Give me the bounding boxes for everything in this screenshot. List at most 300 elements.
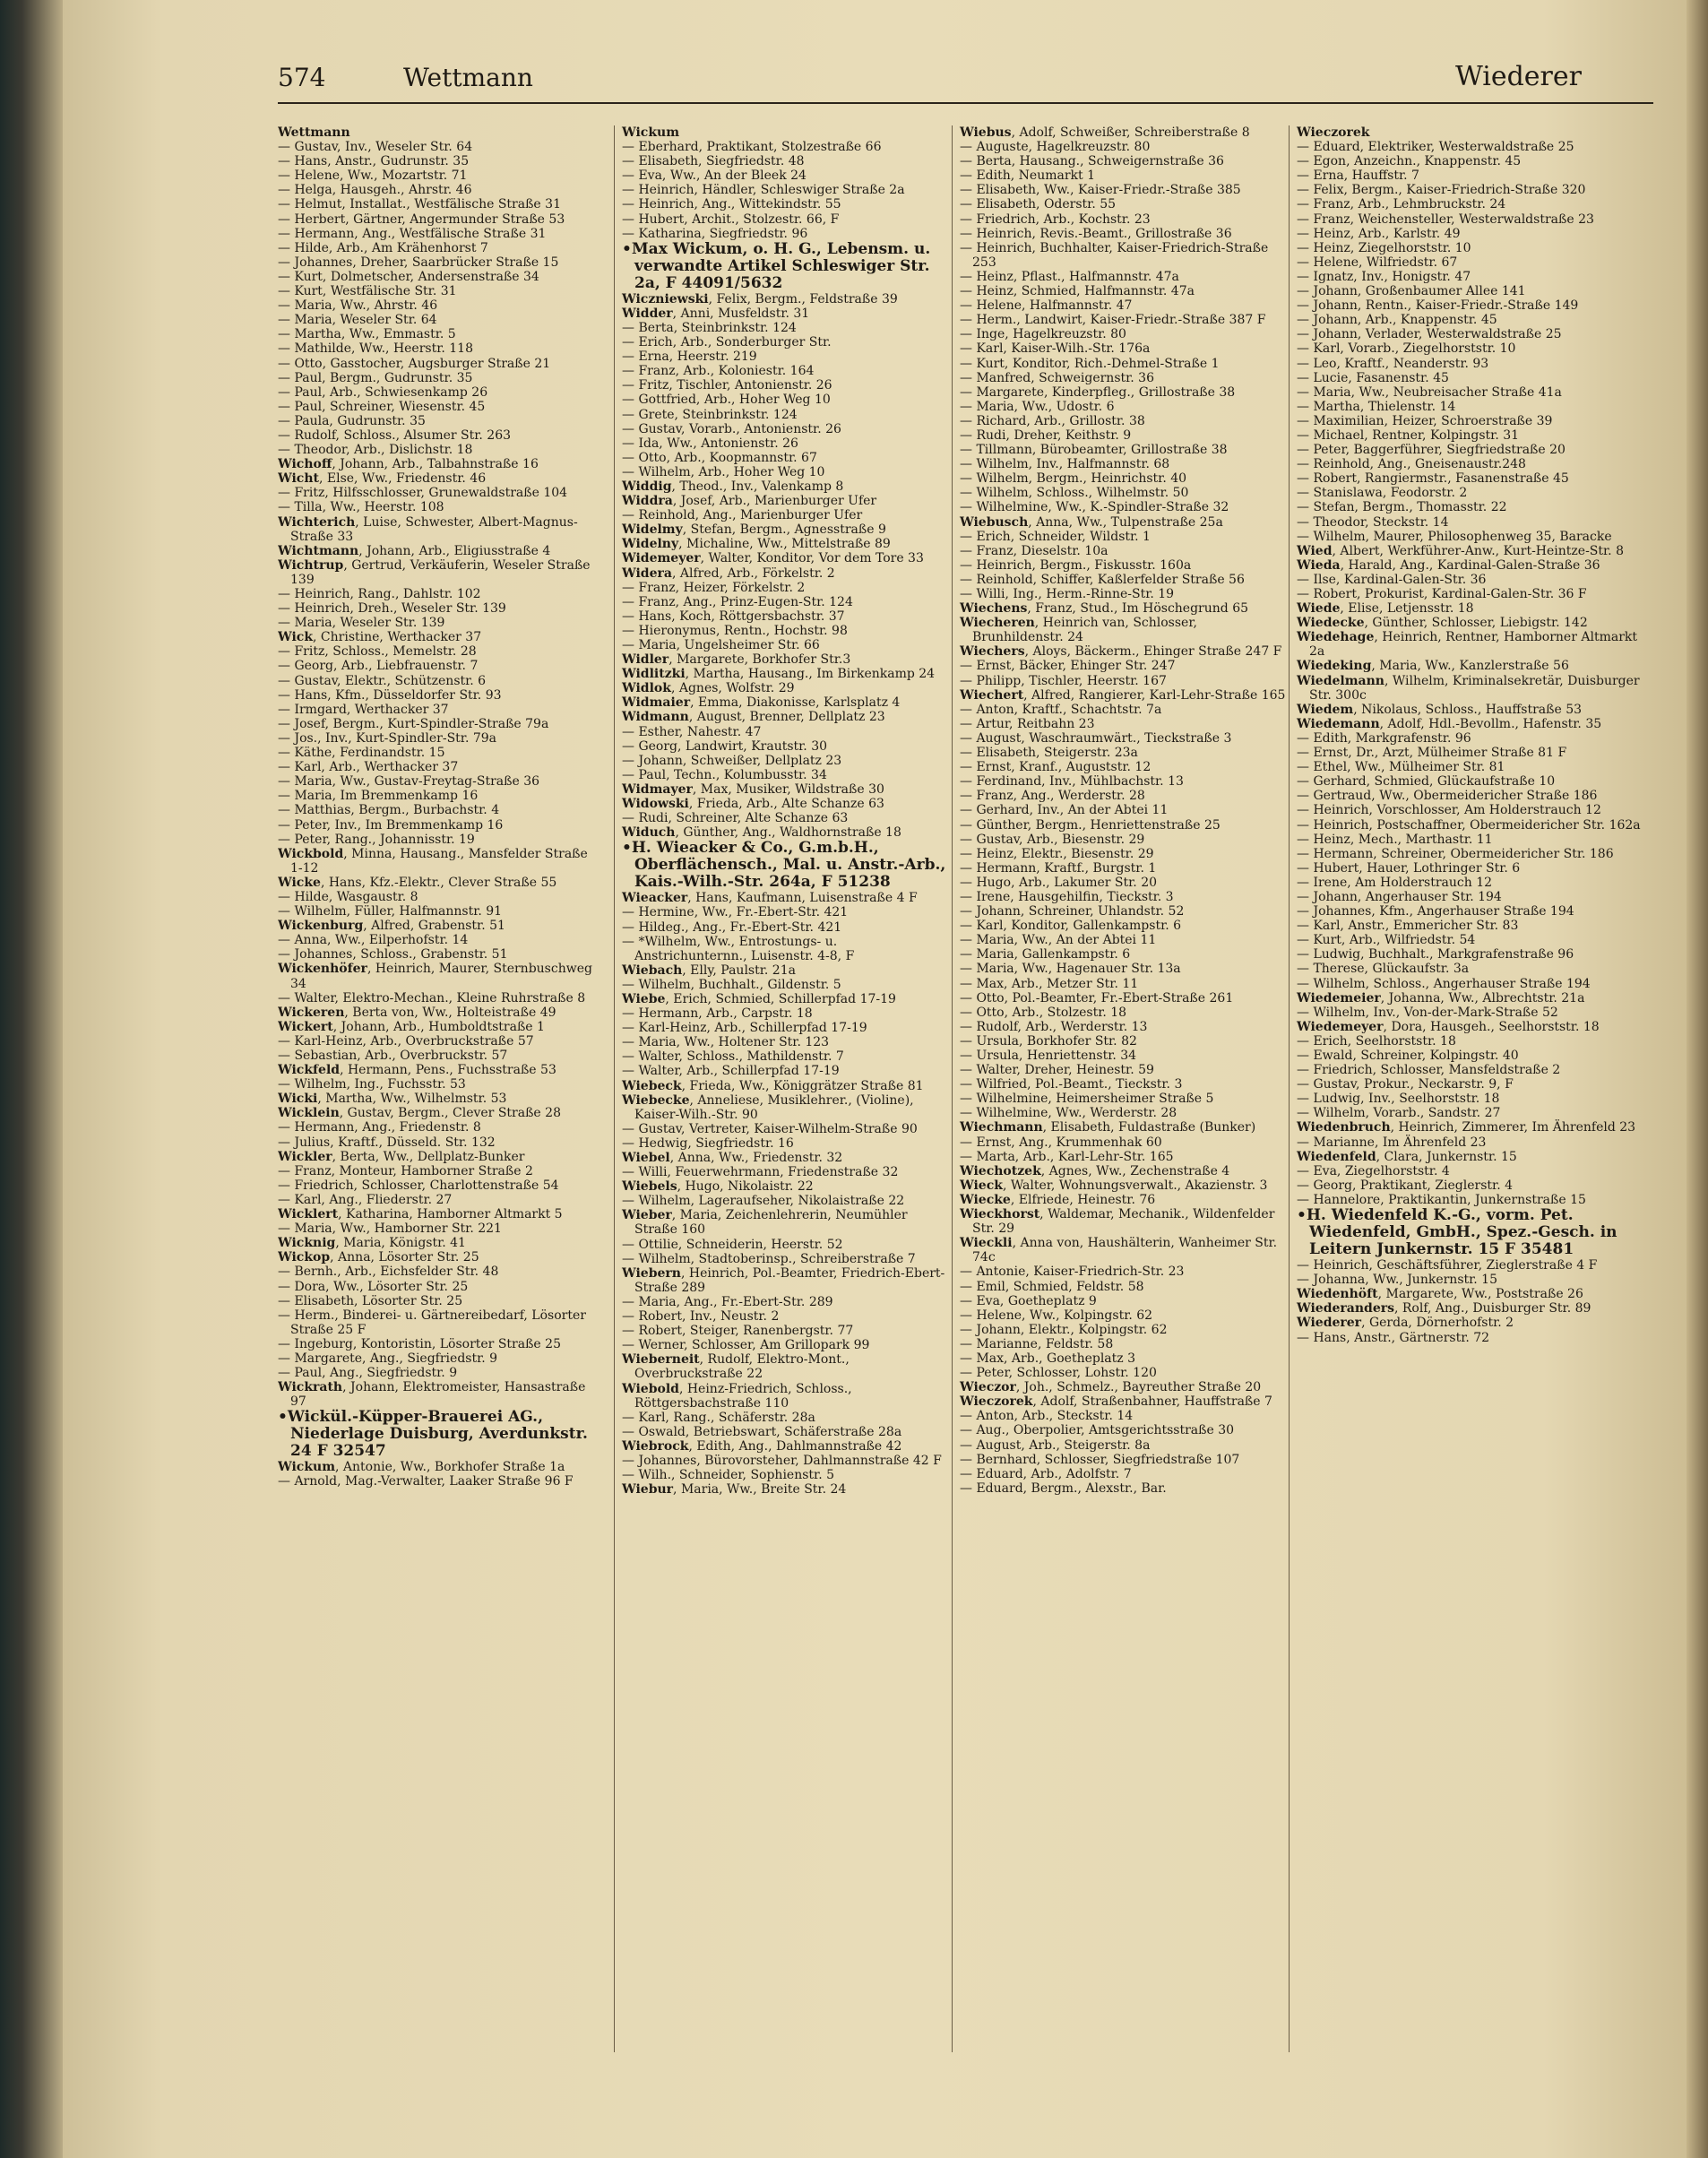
directory-entry: Wieacker, Hans, Kaufmann, Luisenstraße 4 F [622,891,918,906]
directory-entry: — Eva, Ziegelhorststr. 4 [1297,1163,1450,1178]
directory-entry: Wiedenbruch, Heinrich, Zimmerer, Im Ährenfeld 23 [1297,1120,1636,1135]
directory-entry: — Franz, Arb., Koloniestr. 164 [622,364,815,379]
directory-entry: — Elisabeth, Lösorter Str. 25 [278,1293,463,1308]
directory-entry: — Karl, Anstr., Emmericher Str. 83 [1297,919,1519,934]
page-right-edge [1686,0,1708,2158]
directory-entry: Wieczorek [1297,125,1370,140]
directory-entry: — Wilhelmine, Heimersheimer Straße 5 [960,1092,1214,1107]
directory-entry: — Maria, Ww., Hagenauer Str. 13a [960,962,1181,977]
directory-entry: — Hermann, Ang., Friedenstr. 8 [278,1120,481,1135]
directory-entry: — Gerhard, Inv., An der Abtei 11 [960,803,1169,818]
directory-entry: — Hildeg., Ang., Fr.-Ebert-Str. 421 [622,919,842,935]
directory-entry: — Margarete, Ang., Siegfriedstr. 9 [278,1351,498,1366]
directory-entry: — Ernst, Ang., Krummenhak 60 [960,1135,1162,1150]
directory-entry: Wiebeck, Frieda, Ww., Königgrätzer Straße 81 [622,1078,924,1093]
directory-entry: — Anna, Ww., Eilperhofstr. 14 [278,933,469,948]
directory-entry: Wichoff, Johann, Arb., Talbahnstraße 16 [278,457,539,472]
directory-entry: — Johann, Angerhauser Str. 194 [1297,889,1502,904]
directory-entry: — Oswald, Betriebswart, Schäferstraße 28a [622,1424,902,1439]
directory-entry: Widemeyer, Walter, Konditor, Vor dem Tore 33 [622,551,924,566]
directory-entry: — Fritz, Hilfsschlosser, Grunewaldstraße 104 [278,486,568,501]
directory-entry: — Robert, Inv., Neustr. 2 [622,1309,780,1325]
directory-entry: — Karl, Konditor, Gallenkampstr. 6 [960,919,1182,934]
directory-entry: — Karl, Kaiser-Wilh.-Str. 176a [960,341,1151,357]
directory-entry: — Walter, Elektro-Mechan., Kleine Ruhrstraße 8 [278,990,586,1006]
directory-entry: — Peter, Rang., Johannisstr. 19 [278,832,475,847]
directory-entry: Wiebern, Heinrich, Pol.-Beamter, Friedrich-Ebert-Straße 289 [622,1265,945,1295]
directory-entry: — Helga, Hausgeh., Ahrstr. 46 [278,183,472,198]
directory-entry: — Maria, Im Bremmenkamp 16 [278,789,479,804]
directory-entry: Wieckhorst, Waldemar, Mechanik., Wildenfelder Str. 29 [960,1207,1275,1237]
directory-entry: — Paul, Techn., Kolumbusstr. 34 [622,767,827,782]
directory-entry: — Bernhard, Schlosser, Siegfriedstraße 107 [960,1452,1240,1467]
directory-entry: — Friedrich, Schlosser, Charlottenstraße 54 [278,1178,559,1193]
directory-entry: — Maria, Ww., An der Abtei 11 [960,933,1157,948]
directory-entry: — Robert, Prokurist, Kardinal-Galen-Str. 36 F [1297,587,1587,601]
directory-entry: Wiechert, Alfred, Rangierer, Karl-Lehr-Straße 165 [960,687,1286,703]
directory-entry: — Ludwig, Buchhalt., Markgrafenstraße 96 [1297,947,1574,962]
directory-entry: — Arnold, Mag.-Verwalter, Laaker Straße 96 F [278,1474,574,1489]
directory-entry: — Johann, Schweißer, Dellplatz 23 [622,753,842,768]
directory-entry: — Felix, Bergm., Kaiser-Friedrich-Straße 320 [1297,183,1586,198]
running-head-last-name: Wiederer [1454,61,1582,92]
directory-entry: — Heinrich, Dreh., Weseler Str. 139 [278,601,506,617]
directory-entry: — Helene, Halfmannstr. 47 [960,298,1133,314]
directory-entry: — Ignatz, Inv., Honigstr. 47 [1297,269,1471,284]
directory-entry: — Robert, Steiger, Ranenbergstr. 77 [622,1324,854,1339]
directory-entry: — Ottilie, Schneiderin, Heerstr. 52 [622,1237,843,1252]
directory-entry: — Heinz, Schmied, Halfmannstr. 47a [960,284,1195,299]
directory-entry: Wicht, Else, Ww., Friedenstr. 46 [278,471,487,487]
directory-entry: Wickler, Berta, Ww., Dellplatz-Bunker [278,1149,525,1164]
directory-entry: — Georg, Praktikant, Zieglerstr. 4 [1297,1178,1514,1193]
directory-entry: — Stefan, Bergm., Thomasstr. 22 [1297,500,1507,515]
directory-entry: — Hieronymus, Rentn., Hochstr. 98 [622,623,848,638]
directory-entry: — Gustav, Prokur., Neckarstr. 9, F [1297,1077,1514,1092]
directory-entry: — Anton, Kraftf., Schachtstr. 7a [960,702,1162,717]
directory-entry: — Johannes, Dreher, Saarbrücker Straße 15 [278,255,559,270]
directory-entry: — Johann, Schreiner, Uhlandstr. 52 [960,904,1185,919]
directory-entry: — Rudolf, Schloss., Alsumer Str. 263 [278,427,512,443]
column-3 [952,125,1287,2052]
directory-entry: — Artur, Reitbahn 23 [960,716,1095,731]
directory-entry: — Paula, Gudrunstr. 35 [278,413,426,428]
directory-entry: — Fritz, Tischler, Antonienstr. 26 [622,378,832,393]
directory-entry: — Wilhelmine, Ww., Werderstr. 28 [960,1106,1177,1121]
directory-entry: — Heinrich, Vorschlosser, Am Holderstrauch 12 [1297,803,1601,818]
directory-entry: — Theodor, Arb., Dislichstr. 18 [278,443,473,458]
directory-entry: — Reinhold, Ang., Marienburger Ufer [622,508,863,523]
directory-entry: — Kurt, Dolmetscher, Andersenstraße 34 [278,269,539,284]
directory-entry: — Elisabeth, Siegfriedstr. 48 [622,154,805,169]
directory-entry: — Friedrich, Schlosser, Mansfeldstraße 2 [1297,1063,1561,1078]
directory-entry: — Paul, Arb., Schwiesenkamp 26 [278,384,488,400]
directory-entry: — Helene, Wilfriedstr. 67 [1297,255,1458,270]
directory-entry: — Paul, Schreiner, Wiesenstr. 45 [278,399,486,414]
directory-entry: — Otto, Arb., Koopmannstr. 67 [622,450,817,465]
directory-entry: — Hannelore, Praktikantin, Junkernstraße 15 [1297,1192,1586,1207]
directory-entry: — Helene, Ww., Kolpingstr. 62 [960,1308,1153,1323]
directory-entry: — Otto, Gasstocher, Augsburger Straße 21 [278,356,551,371]
directory-entry: — Rudolf, Arb., Werderstr. 13 [960,1019,1148,1034]
directory-entry: — Karl, Vorarb., Ziegelhorststr. 10 [1297,341,1516,357]
directory-entry: — Johann, Elektr., Kolpingstr. 62 [960,1322,1168,1337]
directory-entry: Widlitzki, Martha, Hausang., Im Birkenkamp 24 [622,667,936,682]
directory-entry: — Josef, Bergm., Kurt-Spindler-Straße 79a [278,716,549,731]
directory-entry: — Wilfried, Pol.-Beamt., Tieckstr. 3 [960,1077,1183,1092]
directory-entry: Widowski, Frieda, Arb., Alte Schanze 63 [622,797,884,812]
directory-entry: — Franz, Monteur, Hamborner Straße 2 [278,1163,533,1178]
directory-entry: — Karl, Rang., Schäferstr. 28a [622,1410,815,1425]
directory-entry: Wieckli, Anna von, Haushälterin, Wanheimer Str. 74c [960,1236,1278,1265]
directory-entry: — Wilhelm, Maurer, Philosophenweg 35, Baracke [1297,529,1612,544]
directory-entry: — Heinrich, Geschäftsführer, Zieglerstraße 4 F [1297,1258,1598,1273]
directory-entry: Wiederanders, Rolf, Ang., Duisburger Str. 89 [1297,1301,1592,1316]
directory-entry: — Eberhard, Praktikant, Stolzestraße 66 [622,140,882,155]
directory-entry: — Tilla, Ww., Heerstr. 108 [278,500,444,515]
directory-entry: — Maria, Ww., Hamborner Str. 221 [278,1221,502,1237]
directory-entry: — Walter, Dreher, Heinestr. 59 [960,1063,1154,1078]
directory-entry: Wieberneit, Rudolf, Elektro-Mont., Overbruckstraße 22 [622,1352,850,1382]
directory-entry: — Hubert, Archit., Stolzestr. 66, F [622,211,840,227]
directory-entry: — Johanna, Ww., Junkernstr. 15 [1297,1273,1497,1288]
directory-entry: — Hugo, Arb., Lakumer Str. 20 [960,875,1158,890]
directory-entry: — August, Waschraumwärt., Tieckstraße 3 [960,730,1232,746]
directory-entry: — Ida, Ww., Antonienstr. 26 [622,436,798,451]
directory-entry: Wiechotzek, Agnes, Ww., Zechenstraße 4 [960,1163,1230,1178]
directory-entry: — Lucie, Fasanenstr. 45 [1297,370,1449,385]
directory-entry: Wick, Christine, Werthacker 37 [278,630,482,645]
directory-entry: Wettmann [278,125,350,140]
directory-page [63,0,1708,2158]
directory-entry: — Manfred, Schweigernstr. 36 [960,370,1154,385]
directory-entry: — Johann, Großenbaumer Allee 141 [1297,284,1526,299]
column-1 [278,125,600,2052]
directory-entry: Wickenburg, Alfred, Grabenstr. 51 [278,919,505,934]
directory-entry: — Karl, Ang., Fliederstr. 27 [278,1192,453,1207]
directory-entry: — Ursula, Borkhofer Str. 82 [960,1033,1137,1049]
directory-entry: — Georg, Landwirt, Krautstr. 30 [622,738,828,754]
directory-entry: — Georg, Arb., Liebfrauenstr. 7 [278,659,479,674]
directory-entry: Wieck, Walter, Wohnungsverwalt., Akazienstr. 3 [960,1178,1268,1193]
directory-entry: — Franz, Heizer, Förkelstr. 2 [622,580,806,595]
directory-entry: — Bernh., Arb., Eichsfelder Str. 48 [278,1265,499,1280]
directory-entry: — Maria, Ww., Gustav-Freytag-Straße 36 [278,774,540,790]
book-spine-edge [0,0,63,2158]
directory-entry: — Wilhelm, Füller, Halfmannstr. 91 [278,904,503,919]
directory-entry: Wichtrup, Gertrud, Verkäuferin, Weseler Straße 139 [278,557,591,587]
directory-entry: — *Wilhelm, Ww., Entrostungs- u. Anstrichunternn., Luisenstr. 4-8, F [622,934,855,963]
directory-entry: — Edith, Neumarkt 1 [960,168,1095,184]
directory-entry: — Hedwig, Siegfriedstr. 16 [622,1135,794,1151]
directory-entry: — Gustav, Vertreter, Kaiser-Wilhelm-Straße 90 [622,1121,918,1136]
directory-entry: Wiede, Elise, Letjensstr. 18 [1297,601,1474,617]
directory-entry: — Günther, Bergm., Henriettenstraße 25 [960,817,1221,833]
directory-entry: — Kurt, Westfälische Str. 31 [278,284,457,299]
directory-entry: Widdig, Theod., Inv., Valenkamp 8 [622,479,844,494]
directory-entry: Wichterich, Luise, Schwester, Albert-Magnus-Straße 33 [278,514,578,544]
directory-entry: — Tillmann, Bürobeamter, Grillostraße 38 [960,443,1228,458]
directory-entry: — Reinhold, Ang., Gneisenaustr.248 [1297,457,1526,472]
directory-entry: — Wilh., Schneider, Sophienstr. 5 [622,1468,834,1483]
directory-entry: — Werner, Schlosser, Am Grillopark 99 [622,1338,870,1353]
directory-entry: — Gustav, Vorarb., Antonienstr. 26 [622,421,841,436]
directory-entry: Widler, Margarete, Borkhofer Str.3 [622,652,851,668]
directory-entry: — Mathilde, Ww., Heerstr. 118 [278,341,473,357]
directory-entry: — Richard, Arb., Grillostr. 38 [960,413,1145,428]
directory-entry: — Paul, Ang., Siegfriedstr. 9 [278,1366,458,1381]
directory-entry: Wicki, Martha, Ww., Wilhelmstr. 53 [278,1092,507,1107]
directory-entry: Wickum [622,125,680,140]
directory-entry: — Ingeburg, Kontoristin, Lösorter Straße 25 [278,1336,561,1351]
directory-entry: — Heinrich, Ang., Wittekindstr. 55 [622,197,841,212]
directory-entry: — Wilhelm, Inv., Halfmannstr. 68 [960,457,1170,472]
directory-entry: — Maria, Weseler Str. 64 [278,313,437,328]
directory-entry: — Edith, Markgrafenstr. 96 [1297,730,1471,746]
directory-entry: — Ernst, Dr., Arzt, Mülheimer Straße 81 F [1297,746,1567,761]
directory-entry: — Heinz, Mech., Marthastr. 11 [1297,832,1493,847]
directory-entry: — Käthe, Ferdinandstr. 15 [278,746,445,761]
directory-entry: — Johannes, Kfm., Angerhauser Straße 194 [1297,904,1574,919]
directory-columns [278,125,1658,2052]
directory-entry: — Hans, Kfm., Düsseldorfer Str. 93 [278,687,502,703]
directory-entry: — Willi, Ing., Herm.-Rinne-Str. 19 [960,587,1175,601]
directory-entry: Wiedecke, Günther, Schlosser, Liebigstr. 142 [1297,616,1588,631]
column-2 [614,125,949,2052]
directory-entry: — Otto, Arb., Stolzestr. 18 [960,1005,1127,1020]
directory-entry: — Walter, Arb., Schillerpfad 17-19 [622,1064,840,1079]
directory-entry: — Hilde, Wasgaustr. 8 [278,889,418,904]
directory-entry: — Peter, Baggerführer, Siegfriedstraße 20 [1297,443,1566,458]
directory-entry: — Maximilian, Heizer, Schroerstraße 39 [1297,413,1553,428]
directory-entry: Wiebusch, Anna, Ww., Tulpenstraße 25a [960,514,1223,530]
page-header [278,57,1653,104]
directory-entry: — Maria, Ww., Neubreisacher Straße 41a [1297,384,1562,400]
directory-entry: — Therese, Glückaufstr. 3a [1297,962,1470,977]
directory-entry: Wiebold, Heinz-Friedrich, Schloss., Röttgersbachstraße 110 [622,1381,852,1411]
directory-entry: — Ernst, Bäcker, Ehinger Str. 247 [960,659,1176,674]
directory-entry: — Grete, Steinbrinkstr. 124 [622,407,798,422]
directory-entry: — Ewald, Schreiner, Kolpingstr. 40 [1297,1049,1519,1063]
directory-entry: Wiederer, Gerda, Dörnerhofstr. 2 [1297,1316,1514,1331]
directory-entry: Wieczorek, Adolf, Straßenbahner, Hauffstraße 7 [960,1394,1272,1410]
directory-entry: — Berta, Steinbrinkstr. 124 [622,320,797,335]
directory-entry: — Wilhelm, Vorarb., Sandstr. 27 [1297,1106,1501,1121]
directory-entry: — Johann, Arb., Knappenstr. 45 [1297,313,1497,328]
directory-entry: — Wilhelm, Stadtoberinsp., Schreiberstraße 7 [622,1251,916,1266]
directory-entry: — Herm., Binderei- u. Gärtnereibedarf, Lösorter Straße 25 F [278,1308,586,1337]
directory-entry: — Ferdinand, Inv., Mühlbachstr. 13 [960,774,1184,790]
directory-entry: — Hermann, Kraftf., Burgstr. 1 [960,860,1157,876]
directory-entry: Wiedemeyer, Dora, Hausgeh., Seelhorststr. 18 [1297,1019,1600,1034]
directory-entry: — Franz, Ang., Prinz-Eugen-Str. 124 [622,594,853,609]
directory-entry: — Jos., Inv., Kurt-Spindler-Str. 79a [278,730,497,746]
directory-entry: — Leo, Kraftf., Neanderstr. 93 [1297,356,1489,371]
directory-entry: — Hermann, Schreiner, Obermeidericher Str. 186 [1297,846,1614,861]
directory-entry: Wieda, Harald, Ang., Kardinal-Galen-Straße 36 [1297,557,1600,573]
directory-entry: — Heinrich, Revis.-Beamt., Grillostraße 36 [960,226,1232,241]
directory-entry: — Reinhold, Schiffer, Kaßlerfelder Straße 56 [960,572,1245,587]
directory-entry: Wickenhöfer, Heinrich, Maurer, Sternbuschweg 34 [278,962,592,991]
directory-entry: — Erna, Hauffstr. 7 [1297,168,1419,184]
directory-entry: — Maria, Ungelsheimer Str. 66 [622,638,820,652]
directory-entry: — Hans, Anstr., Gärtnerstr. 72 [1297,1330,1490,1345]
directory-entry: — Hubert, Hauer, Lothringer Str. 6 [1297,860,1521,876]
directory-entry: — Fritz, Schloss., Memelstr. 28 [278,644,477,660]
directory-entry: — Gustav, Arb., Biesenstr. 29 [960,832,1145,847]
directory-entry: — Heinz, Arb., Karlstr. 49 [1297,226,1461,241]
directory-entry: Wiecheren, Heinrich van, Schlosser, Brunhildenstr. 24 [960,616,1197,645]
directory-entry: •Max Wickum, o. H. G., Lebensm. u. verwandte Artikel Schleswiger Str. 2a, F 44091/5632 [622,239,931,292]
directory-entry: Wiedehage, Heinrich, Rentner, Hamborner Altmarkt 2a [1297,630,1637,660]
directory-entry: Widdra, Josef, Arb., Marienburger Ufer [622,494,877,509]
directory-entry: — Herm., Landwirt, Kaiser-Friedr.-Straße 387 F [960,313,1266,328]
directory-entry: Wiechmann, Elisabeth, Fuldastraße (Bunker) [960,1120,1256,1135]
directory-entry: — Walter, Schloss., Mathildenstr. 7 [622,1049,844,1065]
directory-entry: Widder, Anni, Musfeldstr. 31 [622,306,810,321]
directory-entry: — Elisabeth, Ww., Kaiser-Friedr.-Straße 385 [960,183,1241,198]
directory-entry: — Anton, Arb., Steckstr. 14 [960,1409,1134,1424]
directory-entry: — Emil, Schmied, Feldstr. 58 [960,1279,1144,1294]
directory-entry: Widuch, Günther, Ang., Waldhornstraße 18 [622,825,901,841]
directory-entry: — Eduard, Bergm., Alexstr., Bar. [960,1480,1167,1496]
directory-entry: — Auguste, Hagelkreuzstr. 80 [960,140,1151,155]
directory-entry: — Elisabeth, Oderstr. 55 [960,197,1117,212]
directory-entry: — Eduard, Elektriker, Westerwaldstraße 25 [1297,140,1574,155]
directory-entry: — Erich, Schneider, Wildstr. 1 [960,529,1151,544]
directory-entry: — Irene, Am Holderstrauch 12 [1297,875,1493,890]
directory-entry: Widelmy, Stefan, Bergm., Agnesstraße 9 [622,522,886,538]
directory-entry: — Paul, Bergm., Gudrunstr. 35 [278,370,473,385]
page-number: 574 [278,63,326,92]
directory-entry: — Max, Arb., Metzer Str. 11 [960,976,1139,991]
directory-entry: — Maria, Gallenkampstr. 6 [960,947,1131,962]
directory-entry: — Theodor, Steckstr. 14 [1297,514,1449,530]
directory-entry: — Robert, Rangiermstr., Fasanenstraße 45 [1297,471,1569,487]
directory-entry: — Gustav, Elektr., Schützenstr. 6 [278,673,487,688]
column-4 [1289,125,1651,2052]
directory-entry: — Wilhelm, Buchhalt., Gildenstr. 5 [622,977,841,992]
directory-entry: Wiedelmann, Wilhelm, Kriminalsekretär, Duisburger Str. 300c [1297,673,1640,703]
directory-entry: Wicknig, Maria, Königstr. 41 [278,1236,466,1251]
directory-entry: Wiedemann, Adolf, Hdl.-Bevollm., Hafenstr. 35 [1297,716,1602,731]
directory-entry: — Franz, Dieselstr. 10a [960,543,1108,558]
directory-entry: — Eduard, Arb., Adolfstr. 7 [960,1466,1132,1481]
directory-entry: Wiedeking, Maria, Ww., Kanzlerstraße 56 [1297,659,1569,674]
directory-entry: — Hermann, Arb., Carpstr. 18 [622,1006,813,1022]
directory-entry: — Inge, Hagelkreuzstr. 80 [960,327,1126,342]
directory-entry: Wiebel, Anna, Ww., Friedenstr. 32 [622,1151,843,1165]
directory-entry: — Hermine, Ww., Fr.-Ebert-Str. 421 [622,905,849,920]
directory-entry: •Wickül.-Küpper-Brauerei AG., Niederlage Duisburg, Averdunkstr. 24 F 32547 [278,1408,588,1461]
directory-entry: — Wilhelm, Inv., Von-der-Mark-Straße 52 [1297,1005,1558,1020]
directory-entry: — Franz, Ang., Werderstr. 28 [960,789,1145,804]
directory-entry: Wickfeld, Hermann, Pens., Fuchsstraße 53 [278,1063,556,1078]
directory-entry: — August, Arb., Steigerstr. 8a [960,1437,1151,1453]
directory-entry: Wickert, Johann, Arb., Humboldtstraße 1 [278,1019,545,1034]
directory-entry: Wicklert, Katharina, Hamborner Altmarkt 5 [278,1207,563,1222]
directory-entry: Wicke, Hans, Kfz.-Elektr., Clever Straße 55 [278,875,557,890]
directory-entry: Widmaier, Emma, Diakonisse, Karlsplatz 4 [622,695,901,711]
directory-entry: Wiebur, Maria, Ww., Breite Str. 24 [622,1482,847,1498]
directory-entry: Widmayer, Max, Musiker, Wildstraße 30 [622,781,884,797]
directory-entry: — Heinz, Elektr., Biesenstr. 29 [960,846,1154,861]
directory-entry: — Eva, Goetheplatz 9 [960,1293,1097,1308]
directory-entry: Wiechens, Franz, Stud., Im Höschegrund 65 [960,601,1249,617]
directory-entry: Wickum, Antonie, Ww., Borkhofer Straße 1a [278,1460,565,1475]
directory-entry: Wiedenfeld, Clara, Junkernstr. 15 [1297,1149,1517,1164]
running-head-first-name: Wettmann [403,63,533,92]
directory-entry: Wickop, Anna, Lösorter Str. 25 [278,1250,479,1265]
directory-entry: — Rudi, Schreiner, Alte Schanze 63 [622,811,849,826]
directory-entry: Wickbold, Minna, Hausang., Mansfelder Straße 1-12 [278,846,588,876]
directory-entry: — Johann, Rentn., Kaiser-Friedr.-Straße 149 [1297,298,1579,314]
directory-entry: Wickeren, Berta von, Ww., Holteistraße 49 [278,1005,556,1020]
directory-entry: — Max, Arb., Goetheplatz 3 [960,1351,1136,1366]
directory-entry: — Marta, Arb., Karl-Lehr-Str. 165 [960,1149,1174,1164]
directory-entry: — Marianne, Im Ährenfeld 23 [1297,1135,1487,1150]
directory-entry: — Johann, Verlader, Westerwaldstraße 25 [1297,327,1562,342]
directory-entry: Wieczor, Joh., Schmelz., Bayreuther Straße 20 [960,1380,1262,1395]
directory-entry: — Erna, Heerstr. 219 [622,350,757,365]
directory-entry: — Stanislawa, Feodorstr. 2 [1297,486,1468,501]
directory-entry: — Otto, Pol.-Beamter, Fr.-Ebert-Straße 261 [960,990,1234,1006]
directory-entry: Widmann, August, Brenner, Dellplatz 23 [622,710,885,725]
directory-entry: — Heinz, Ziegelhorststr. 10 [1297,240,1471,255]
directory-entry: — Wilhelm, Schloss., Wilhelmstr. 50 [960,486,1189,501]
directory-entry: Wickrath, Johann, Elektromeister, Hansastraße 97 [278,1380,586,1410]
directory-entry: — Ursula, Henriettenstr. 34 [960,1049,1137,1063]
directory-entry: — Maria, Ww., Ahrstr. 46 [278,298,438,314]
directory-entry: — Franz, Arb., Lehmbruckstr. 24 [1297,197,1506,212]
directory-entry: — Gertraud, Ww., Obermeidericher Straße 186 [1297,789,1598,804]
directory-entry: Wiedemeier, Johanna, Ww., Albrechtstr. 21a [1297,990,1585,1006]
directory-entry: — Gottfried, Arb., Hoher Weg 10 [622,393,831,408]
directory-entry: — Erich, Seelhorststr. 18 [1297,1033,1456,1049]
directory-entry: — Antonie, Kaiser-Friedrich-Str. 23 [960,1265,1185,1280]
directory-entry: Wiedenhöft, Margarete, Ww., Poststraße 26 [1297,1287,1583,1302]
directory-entry: Wiedem, Nikolaus, Schloss., Hauffstraße 53 [1297,702,1583,717]
directory-entry: — Dora, Ww., Lösorter Str. 25 [278,1279,469,1294]
directory-entry: — Matthias, Bergm., Burbachstr. 4 [278,803,500,818]
directory-entry: — Gerhard, Schmied, Glückaufstraße 10 [1297,774,1556,790]
directory-entry: — Herbert, Gärtner, Angermunder Straße 53 [278,211,565,227]
directory-entry: •H. Wiedenfeld K.-G., vorm. Pet. Wiedenfeld, GmbH., Spez.-Gesch. in Leitern Junkernstr. 15 F 35481 [1297,1206,1617,1259]
directory-entry: — Karl-Heinz, Arb., Overbruckstraße 57 [278,1033,534,1049]
directory-entry: — Sebastian, Arb., Overbruckstr. 57 [278,1049,508,1063]
directory-entry: Wiebels, Hugo, Nikolaistr. 22 [622,1179,814,1195]
directory-entry: •H. Wieacker & Co., G.m.b.H., Oberflächensch., Mal. u. Anstr.-Arb., Kais.-Wilh.-Str. 264a, F 51238 [622,839,946,892]
directory-entry: — Ilse, Kardinal-Galen-Str. 36 [1297,572,1487,587]
directory-entry: Widera, Alfred, Arb., Förkelstr. 2 [622,565,835,581]
directory-entry: — Kurt, Konditor, Rich.-Dehmel-Straße 1 [960,356,1220,371]
directory-entry: Wichtmann, Johann, Arb., Eligiusstraße 4 [278,543,551,558]
directory-entry: — Irmgard, Werthacker 37 [278,702,449,717]
directory-entry: — Hans, Anstr., Gudrunstr. 35 [278,154,470,169]
directory-entry: Wieber, Maria, Zeichenlehrerin, Neumühler Straße 160 [622,1208,908,1238]
directory-entry: — Heinrich, Rang., Dahlstr. 102 [278,587,481,601]
directory-entry: Wiebus, Adolf, Schweißer, Schreiberstraße 8 [960,125,1250,140]
directory-entry: Wicklein, Gustav, Bergm., Clever Straße 28 [278,1106,561,1121]
directory-entry: — Friedrich, Arb., Kochstr. 23 [960,211,1151,227]
directory-entry: — Martha, Ww., Emmastr. 5 [278,327,456,342]
directory-entry: — Willi, Feuerwehrmann, Friedenstraße 32 [622,1165,899,1180]
directory-entry: Wied, Albert, Werkführer-Anw., Kurt-Heintze-Str. 8 [1297,543,1624,558]
directory-entry: — Erich, Arb., Sonderburger Str. [622,335,832,350]
directory-entry: — Wilhelm, Arb., Hoher Weg 10 [622,464,825,479]
directory-entry: — Hans, Koch, Röttgersbachstr. 37 [622,609,845,624]
directory-entry: — Heinz, Pflast., Halfmannstr. 47a [960,269,1179,284]
